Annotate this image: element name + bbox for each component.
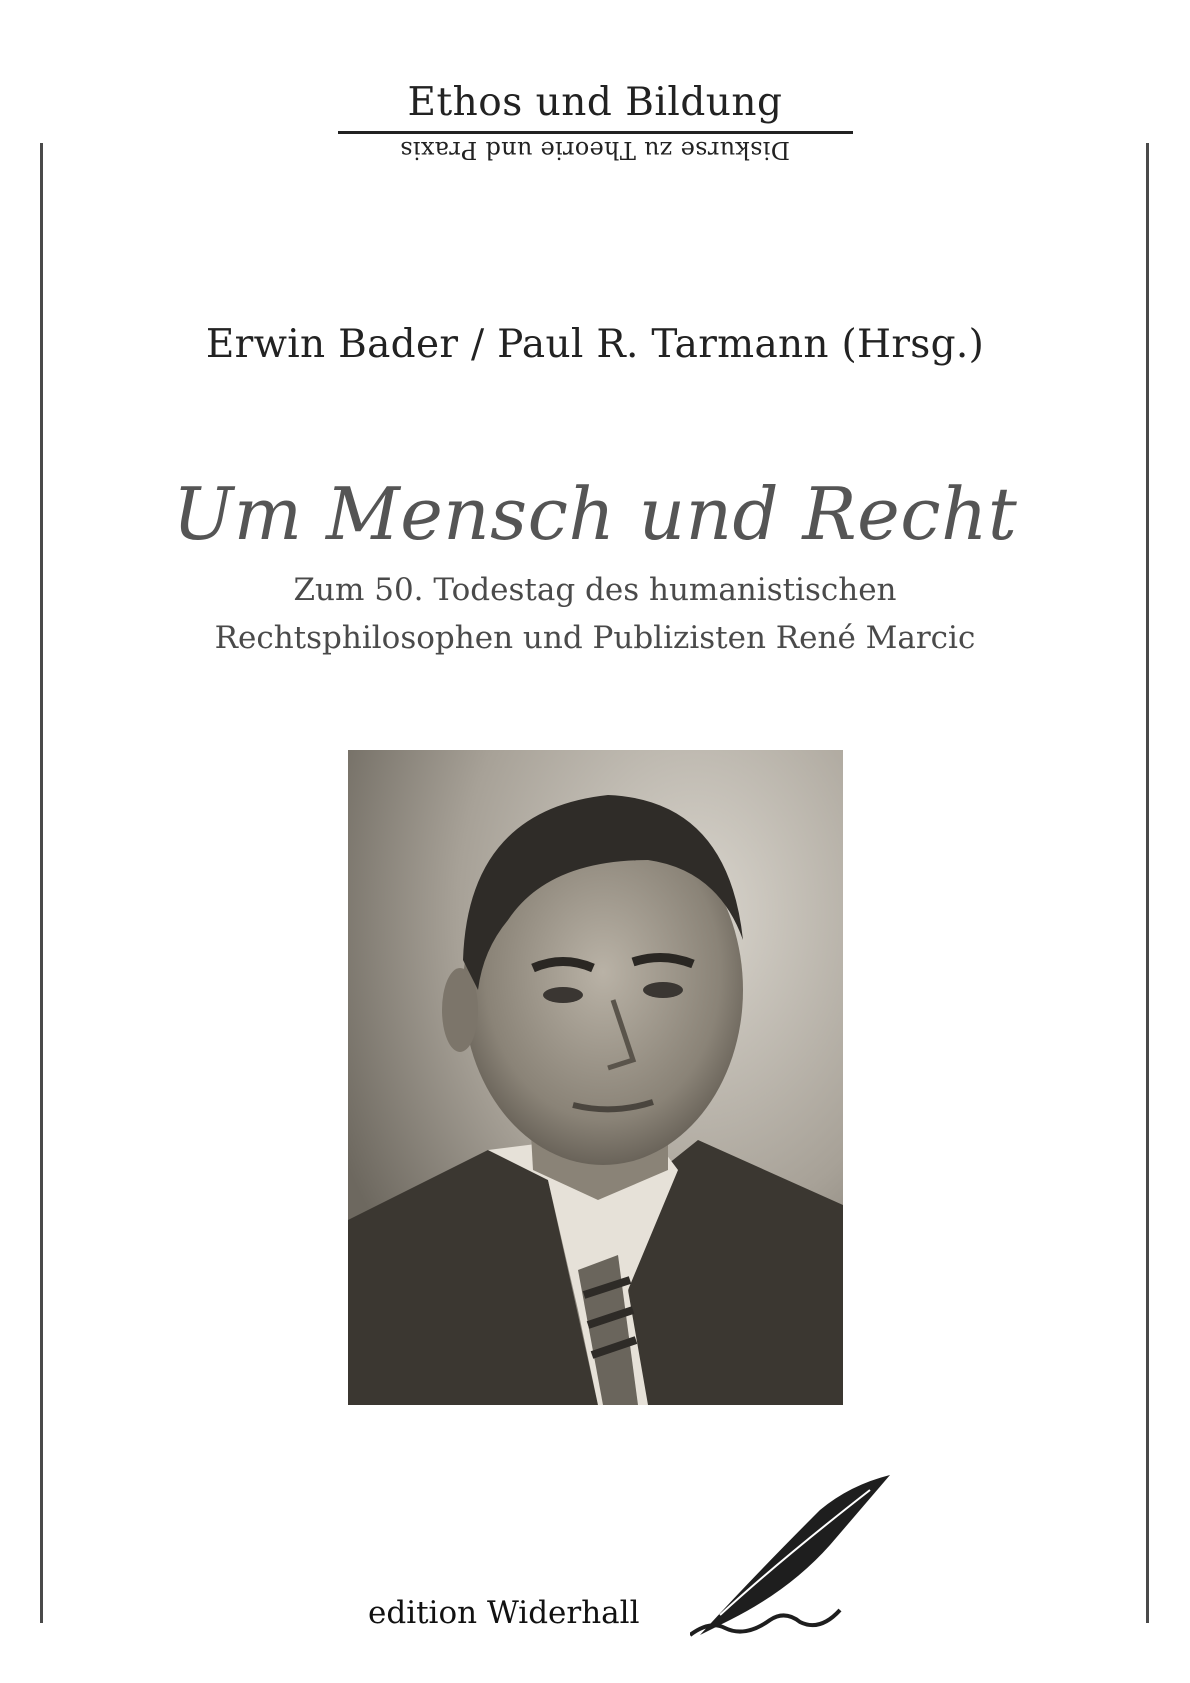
book-subtitle-line-2: Rechtsphilosophen und Publizisten René Marcic xyxy=(214,620,976,656)
series-header xyxy=(0,80,1190,164)
quill-logo-icon xyxy=(690,1470,895,1645)
book-subtitle xyxy=(0,566,1190,662)
series-title: Ethos und Bildung xyxy=(407,80,783,125)
series-subtitle-inverted: Diskurse zu Theorie und Praxis xyxy=(399,136,791,164)
publisher-name: edition Widerhall xyxy=(368,1595,640,1631)
book-subtitle-line-1: Zum 50. Todestag des humanistischen xyxy=(293,572,897,608)
series-divider xyxy=(338,131,853,134)
editors-line: Erwin Bader / Paul R. Tarmann (Hrsg.) xyxy=(205,322,985,367)
author-portrait-photo xyxy=(348,750,843,1405)
book-title: Um Mensch und Recht xyxy=(172,472,1018,556)
